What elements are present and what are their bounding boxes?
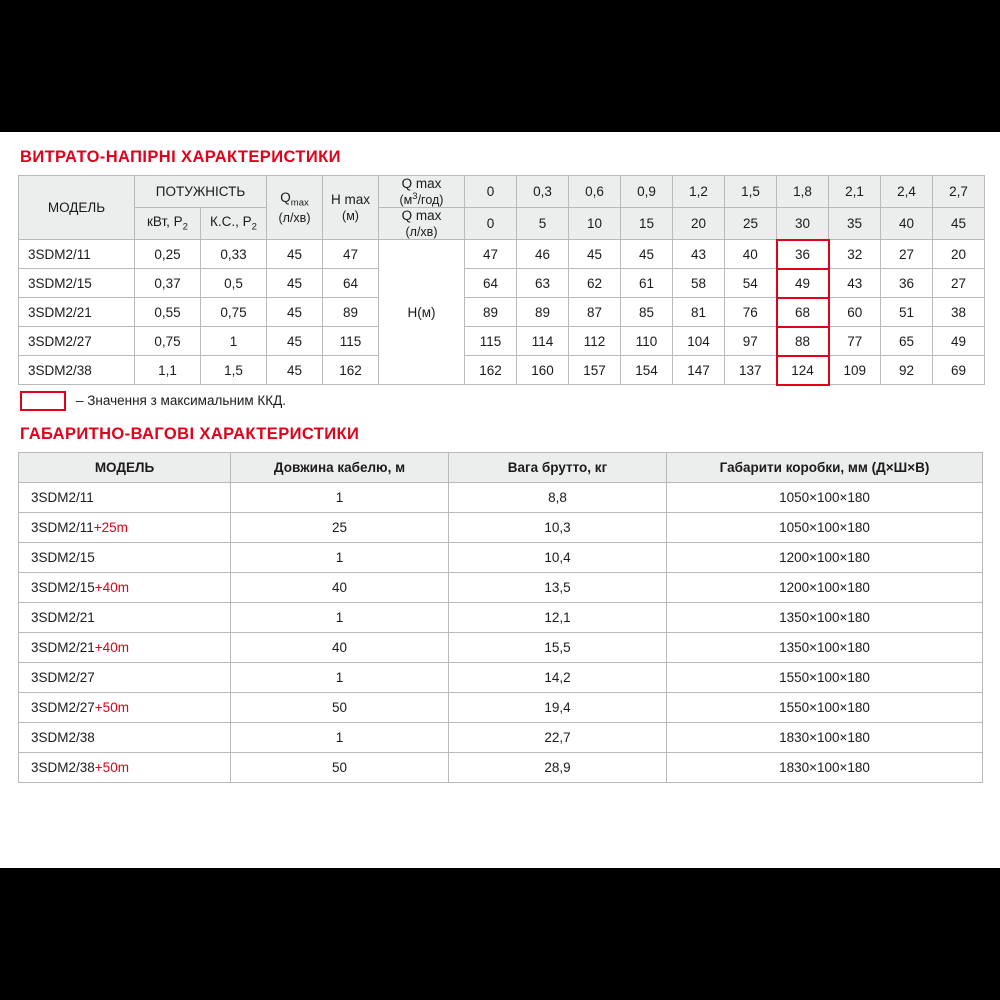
- row-value-9: 20: [933, 240, 985, 269]
- row-value-0: 64: [465, 269, 517, 298]
- row-model: 3SDM2/38: [19, 356, 135, 385]
- header-hmax-label: H max: [330, 192, 370, 208]
- row-cable: 1: [231, 482, 449, 512]
- legend: [20, 391, 982, 411]
- row-dims: 1350×100×180: [667, 632, 983, 662]
- table-row: [19, 602, 983, 632]
- row-value-5: 97: [725, 327, 777, 356]
- table-row: [19, 298, 985, 327]
- header-box-dimensions: Габарити коробки, мм (Д×Ш×В): [667, 452, 983, 482]
- row-value-0: 47: [465, 240, 517, 269]
- row-power-kw: 0,37: [135, 269, 201, 298]
- row-model: [19, 632, 231, 662]
- row-value-7: 77: [829, 327, 881, 356]
- row-dims: 1200×100×180: [667, 542, 983, 572]
- row-cable: 50: [231, 692, 449, 722]
- row-qmax: 45: [267, 327, 323, 356]
- header-qmax: [267, 176, 323, 240]
- row-model: [19, 512, 231, 542]
- row-value-1: 114: [517, 327, 569, 356]
- dimensions-section-title: ГАБАРИТНО-ВАГОВІ ХАРАКТЕРИСТИКИ: [20, 424, 360, 443]
- row-qmax: 45: [267, 356, 323, 385]
- row-value-3: 85: [621, 298, 673, 327]
- header-power-kw-sub: 2: [182, 222, 188, 234]
- row-value-8: 92: [881, 356, 933, 385]
- table-row: [19, 632, 983, 662]
- row-value-8: 27: [881, 240, 933, 269]
- row-weight: 14,2: [449, 662, 667, 692]
- flow-lmin-7: 35: [829, 208, 881, 240]
- row-value-1: 89: [517, 298, 569, 327]
- row-model-base: 3SDM2/27: [31, 699, 95, 715]
- header-qmax-m3h-label: Q max: [401, 176, 442, 191]
- row-value-8: 51: [881, 298, 933, 327]
- table-row: [19, 327, 985, 356]
- row-model: [19, 602, 231, 632]
- row-value-7: 109: [829, 356, 881, 385]
- header-power-kw: [135, 208, 201, 240]
- header-cable-length: Довжина кабелю, м: [231, 452, 449, 482]
- row-model: [19, 692, 231, 722]
- header-power-ks: [201, 208, 267, 240]
- table-header-row-1: [19, 176, 985, 208]
- row-model: 3SDM2/21: [19, 298, 135, 327]
- row-dims: 1050×100×180: [667, 512, 983, 542]
- header-power-ks-sub: 2: [251, 222, 257, 234]
- row-weight: 8,8: [449, 482, 667, 512]
- flow-lmin-1: 5: [517, 208, 569, 240]
- flow-lmin-4: 20: [673, 208, 725, 240]
- row-model-suffix: +50m: [94, 759, 129, 775]
- row-power-kw: 0,55: [135, 298, 201, 327]
- row-model: 3SDM2/27: [19, 327, 135, 356]
- row-qmax: 45: [267, 240, 323, 269]
- flow-m3h-3: 0,9: [621, 176, 673, 208]
- row-value-2: 112: [569, 327, 621, 356]
- row-cable: 40: [231, 572, 449, 602]
- header-model: МОДЕЛЬ: [19, 176, 135, 240]
- flow-m3h-8: 2,4: [881, 176, 933, 208]
- flow-lmin-2: 10: [569, 208, 621, 240]
- row-value-0: 89: [465, 298, 517, 327]
- row-hmax: 89: [323, 298, 379, 327]
- row-value-3: 110: [621, 327, 673, 356]
- row-weight: 15,5: [449, 632, 667, 662]
- row-value-3: 61: [621, 269, 673, 298]
- header-qmax-sub: max: [290, 197, 309, 209]
- row-model: 3SDM2/11: [19, 240, 135, 269]
- row-hmax: 162: [323, 356, 379, 385]
- table-row: [19, 542, 983, 572]
- table-row: [19, 482, 983, 512]
- header-hmax: [323, 176, 379, 240]
- row-dims: 1550×100×180: [667, 692, 983, 722]
- row-value-7: 32: [829, 240, 881, 269]
- row-value-5: 54: [725, 269, 777, 298]
- legend-swatch: [20, 391, 66, 411]
- row-model-base: 3SDM2/38: [31, 759, 95, 775]
- row-power-ks: 0,75: [201, 298, 267, 327]
- row-power-ks: 0,33: [201, 240, 267, 269]
- row-value-6-highlighted: 49: [777, 269, 829, 298]
- row-model: [19, 722, 231, 752]
- row-value-5: 137: [725, 356, 777, 385]
- header-qmax-q: Q: [280, 190, 291, 206]
- row-hmax: 115: [323, 327, 379, 356]
- row-qmax: 45: [267, 298, 323, 327]
- row-value-4: 58: [673, 269, 725, 298]
- table-row: [19, 692, 983, 722]
- flow-m3h-1: 0,3: [517, 176, 569, 208]
- flow-lmin-3: 15: [621, 208, 673, 240]
- row-hmax: 47: [323, 240, 379, 269]
- header-gross-weight: Вага брутто, кг: [449, 452, 667, 482]
- row-value-4: 104: [673, 327, 725, 356]
- table-row: [19, 356, 985, 385]
- row-value-5: 76: [725, 298, 777, 327]
- row-value-4: 43: [673, 240, 725, 269]
- row-value-2: 62: [569, 269, 621, 298]
- dimensions-table: [18, 452, 983, 783]
- header-power-kw-label: кВт, Р: [147, 214, 183, 230]
- row-value-4: 81: [673, 298, 725, 327]
- header-qmax-m3h-unit-pre: (м: [399, 192, 413, 207]
- row-value-6-highlighted: 36: [777, 240, 829, 269]
- row-power-ks: 0,5: [201, 269, 267, 298]
- row-power-ks: 1: [201, 327, 267, 356]
- row-cable: 40: [231, 632, 449, 662]
- row-weight: 19,4: [449, 692, 667, 722]
- header-qmax-lmin-label: Q max: [401, 208, 442, 224]
- row-dims: 1050×100×180: [667, 482, 983, 512]
- row-dims: 1550×100×180: [667, 662, 983, 692]
- table-row: [19, 572, 983, 602]
- row-cable: 50: [231, 752, 449, 782]
- row-weight: 22,7: [449, 722, 667, 752]
- row-weight: 10,3: [449, 512, 667, 542]
- row-hmax: 64: [323, 269, 379, 298]
- dimensions-header-row: [19, 452, 983, 482]
- table-row: [19, 722, 983, 752]
- row-dims: 1350×100×180: [667, 602, 983, 632]
- row-power-kw: 0,25: [135, 240, 201, 269]
- row-model: 3SDM2/15: [19, 269, 135, 298]
- flow-lmin-0: 0: [465, 208, 517, 240]
- header-qmax-unit: (л/хв): [278, 210, 311, 225]
- row-dims: 1830×100×180: [667, 722, 983, 752]
- flow-section-title: ВИТРАТО-НАПІРНІ ХАРАКТЕРИСТИКИ: [20, 148, 341, 166]
- row-dims: 1200×100×180: [667, 572, 983, 602]
- row-model: [19, 662, 231, 692]
- row-value-1: 160: [517, 356, 569, 385]
- row-value-7: 43: [829, 269, 881, 298]
- row-model: [19, 572, 231, 602]
- header-power: ПОТУЖНІСТЬ: [135, 176, 267, 208]
- row-model-suffix: +25m: [93, 519, 128, 535]
- flow-m3h-6: 1,8: [777, 176, 829, 208]
- row-cable: 1: [231, 542, 449, 572]
- table-row: [19, 662, 983, 692]
- header-qmax-m3h: [379, 176, 465, 208]
- row-value-6-highlighted: 88: [777, 327, 829, 356]
- row-model: [19, 542, 231, 572]
- row-model: [19, 752, 231, 782]
- row-weight: 28,9: [449, 752, 667, 782]
- row-value-1: 46: [517, 240, 569, 269]
- row-cable: 1: [231, 662, 449, 692]
- row-value-5: 40: [725, 240, 777, 269]
- row-weight: 12,1: [449, 602, 667, 632]
- row-value-3: 154: [621, 356, 673, 385]
- row-model: [19, 482, 231, 512]
- row-value-6-highlighted: 124: [777, 356, 829, 385]
- flow-characteristics-table: [18, 175, 985, 386]
- row-value-9: 49: [933, 327, 985, 356]
- row-cable: 1: [231, 722, 449, 752]
- row-weight: 13,5: [449, 572, 667, 602]
- flow-m3h-4: 1,2: [673, 176, 725, 208]
- legend-text: – Значення з максимальним ККД.: [76, 393, 287, 409]
- flow-lmin-8: 40: [881, 208, 933, 240]
- row-model-suffix: +40m: [94, 579, 129, 595]
- flow-lmin-5: 25: [725, 208, 777, 240]
- flow-lmin-6: 30: [777, 208, 829, 240]
- row-model-base: 3SDM2/21: [31, 609, 95, 625]
- row-model-base: 3SDM2/11: [31, 489, 94, 505]
- row-value-7: 60: [829, 298, 881, 327]
- row-cable: 25: [231, 512, 449, 542]
- table-row: [19, 240, 985, 269]
- row-dims: 1830×100×180: [667, 752, 983, 782]
- flow-m3h-9: 2,7: [933, 176, 985, 208]
- header-qmax-lmin-unit: (л/хв): [405, 224, 438, 239]
- row-power-kw: 0,75: [135, 327, 201, 356]
- table-row: [19, 752, 983, 782]
- row-value-1: 63: [517, 269, 569, 298]
- header-qmax-m3h-unit-sup: 3: [412, 190, 418, 202]
- row-model-suffix: +50m: [94, 699, 129, 715]
- row-value-8: 65: [881, 327, 933, 356]
- row-value-2: 45: [569, 240, 621, 269]
- flow-m3h-0: 0: [465, 176, 517, 208]
- row-power-ks: 1,5: [201, 356, 267, 385]
- table-row: [19, 269, 985, 298]
- flow-m3h-7: 2,1: [829, 176, 881, 208]
- header-power-ks-label: К.С., Р: [210, 214, 252, 230]
- datasheet-page: [0, 132, 1000, 868]
- row-value-4: 147: [673, 356, 725, 385]
- table-header-row-2: [19, 208, 985, 240]
- row-qmax: 45: [267, 269, 323, 298]
- row-value-6-highlighted: 68: [777, 298, 829, 327]
- header-qmax-m3h-unit-post: /год): [417, 192, 444, 207]
- row-weight: 10,4: [449, 542, 667, 572]
- row-value-0: 115: [465, 327, 517, 356]
- flow-lmin-9: 45: [933, 208, 985, 240]
- row-model-base: 3SDM2/38: [31, 729, 95, 745]
- flow-m3h-5: 1,5: [725, 176, 777, 208]
- row-model-base: 3SDM2/21: [31, 639, 95, 655]
- row-value-2: 157: [569, 356, 621, 385]
- row-model-base: 3SDM2/27: [31, 669, 95, 685]
- row-model-base: 3SDM2/15: [31, 579, 95, 595]
- table-row: [19, 512, 983, 542]
- header-hmax-unit: (м): [342, 208, 359, 223]
- row-value-9: 27: [933, 269, 985, 298]
- flow-m3h-2: 0,6: [569, 176, 621, 208]
- row-value-3: 45: [621, 240, 673, 269]
- row-cable: 1: [231, 602, 449, 632]
- header-model: МОДЕЛЬ: [19, 452, 231, 482]
- row-value-9: 69: [933, 356, 985, 385]
- hm-label-cell: H(м): [379, 240, 465, 385]
- row-value-8: 36: [881, 269, 933, 298]
- row-power-kw: 1,1: [135, 356, 201, 385]
- row-value-0: 162: [465, 356, 517, 385]
- header-qmax-lmin: [379, 208, 465, 240]
- row-model-base: 3SDM2/11: [31, 519, 94, 535]
- row-model-suffix: +40m: [94, 639, 129, 655]
- row-model-base: 3SDM2/15: [31, 549, 95, 565]
- row-value-9: 38: [933, 298, 985, 327]
- row-value-2: 87: [569, 298, 621, 327]
